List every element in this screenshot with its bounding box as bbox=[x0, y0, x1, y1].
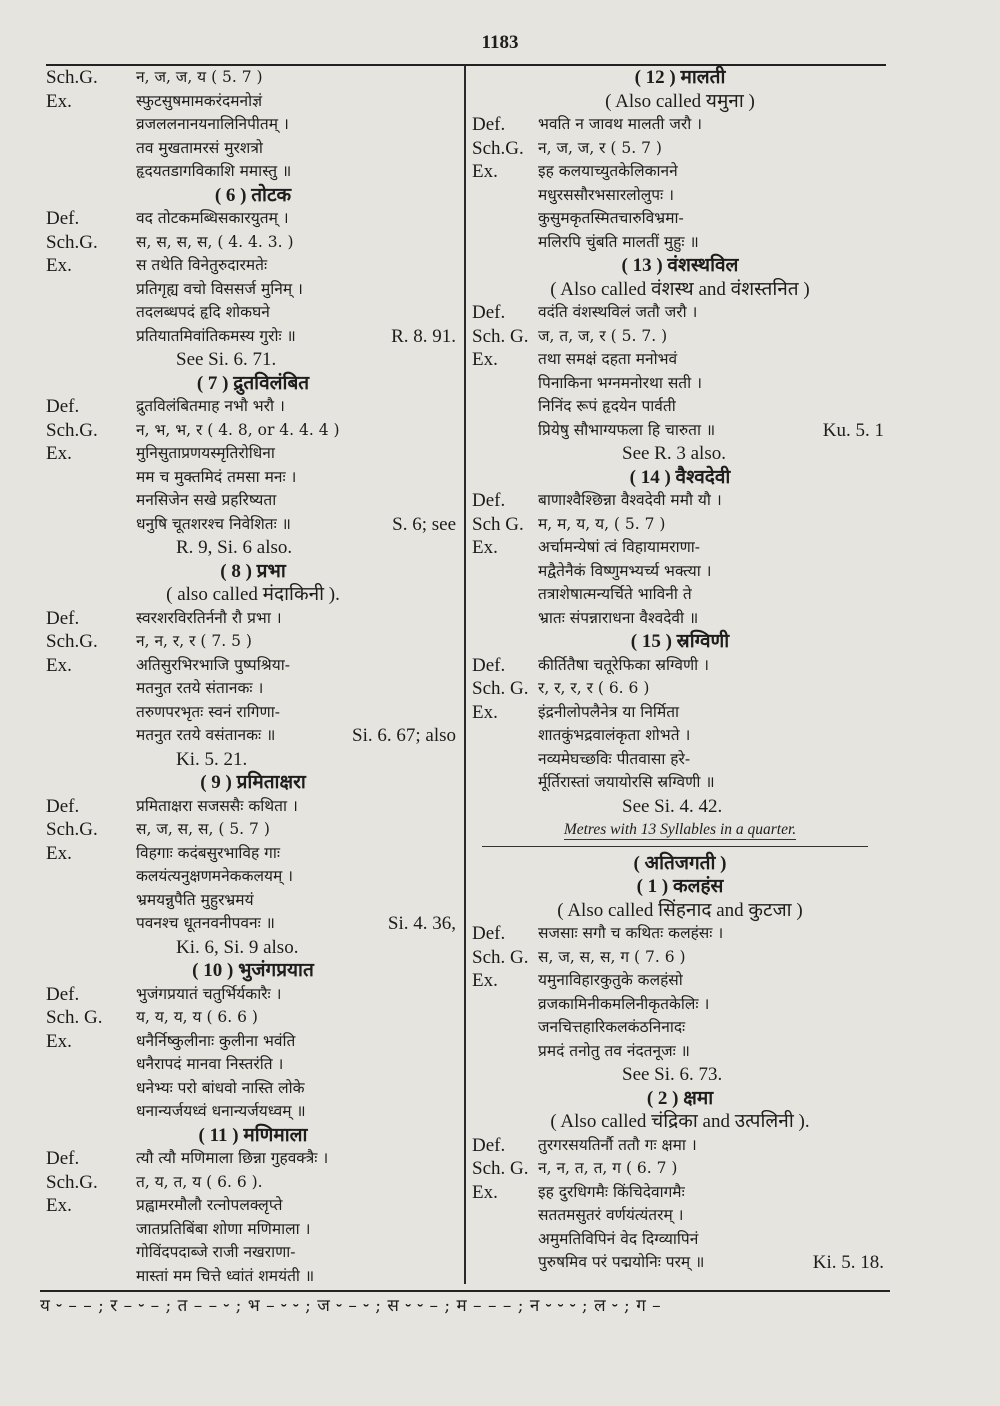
metre-title: ( 12 ) मालती bbox=[634, 67, 726, 88]
entry-row bbox=[46, 1030, 460, 1054]
entry-row bbox=[472, 969, 888, 993]
entry-label: Def. bbox=[46, 208, 80, 229]
column-divider bbox=[464, 66, 466, 1284]
entry-label: Sch.G. bbox=[46, 631, 98, 652]
verse-text: धनैरापदं मानवा निस्तरंति । bbox=[136, 1055, 284, 1073]
entry-row bbox=[46, 90, 460, 114]
verse-line bbox=[46, 1241, 460, 1265]
entry-row bbox=[46, 983, 460, 1007]
verse-text: तरुणपरभृतः स्वनं रागिणा- bbox=[136, 702, 280, 721]
verse-line bbox=[46, 912, 460, 936]
entry-label: Sch.G. bbox=[46, 419, 98, 441]
verse-text: मुनिसुताप्रणयस्मृतिरोधिना bbox=[136, 444, 275, 462]
reference-note bbox=[472, 442, 888, 466]
entry-row bbox=[46, 654, 460, 678]
verse-line bbox=[472, 184, 888, 208]
also-called-text: ( Also called यमुना ) bbox=[605, 90, 755, 112]
entry-label: Sch.G. bbox=[46, 231, 98, 253]
entry-label: Def. bbox=[46, 1148, 80, 1169]
verse-line bbox=[472, 372, 888, 396]
verse-line bbox=[472, 724, 888, 748]
entry-row bbox=[472, 1134, 888, 1158]
entry-label: Def. bbox=[472, 302, 506, 323]
entry-row bbox=[46, 419, 460, 443]
verse-text: पवनश्च धूतनवनीपवनः ॥ bbox=[136, 914, 275, 932]
verse-text: यमुनाविहारकुतुके कलहंसो bbox=[538, 971, 683, 989]
verse-line bbox=[46, 1053, 460, 1077]
entry-label: Ex. bbox=[472, 349, 498, 370]
entry-row bbox=[46, 395, 460, 419]
verse-text: म, म, य, य, ( 5. 7 ) bbox=[538, 514, 666, 533]
reference-text: Ki. 5. 21. bbox=[176, 748, 248, 770]
verse-text: स, स, स, स, ( 4. 4. 3. ) bbox=[136, 232, 294, 251]
verse-text: तव मुखतामरसं मुरशत्रो bbox=[136, 138, 263, 157]
entry-label: Ex. bbox=[46, 842, 72, 864]
entry-label: Ex. bbox=[46, 1030, 72, 1052]
left-column bbox=[46, 66, 460, 1288]
verse-line bbox=[46, 889, 460, 913]
metre-title: ( 11 ) मणिमाला bbox=[198, 1124, 308, 1146]
verse-line bbox=[472, 1204, 888, 1228]
metre-title: ( 9 ) प्रमिताक्षरा bbox=[200, 772, 306, 793]
entry-row bbox=[472, 348, 888, 372]
verse-text: स्वरशरविरतिर्ननौ रौ प्रभा । bbox=[136, 608, 282, 627]
reference-note bbox=[46, 536, 460, 560]
entry-row bbox=[46, 66, 460, 90]
entry-label: Ex. bbox=[46, 443, 72, 464]
verse-line bbox=[472, 993, 888, 1017]
verse-text: सजसाः सगौ च कथितः कलहंसः । bbox=[538, 924, 724, 942]
verse-text: तदलब्धपदं हृदि शोकघने bbox=[136, 303, 270, 321]
verse-text: मास्तां मम चित्ते ध्वांतं शमयंती ॥ bbox=[136, 1266, 315, 1285]
entry-label: Ex. bbox=[472, 537, 498, 558]
verse-line bbox=[46, 1077, 460, 1101]
entry-label: Ex. bbox=[472, 701, 498, 723]
verse-line bbox=[46, 301, 460, 325]
metre-heading bbox=[472, 66, 888, 90]
verse-text: त्यौ त्यौ मणिमाला छिन्ना गुहवक्त्रैः । bbox=[136, 1149, 329, 1167]
entry-label: Ex. bbox=[46, 654, 72, 676]
verse-line bbox=[46, 160, 460, 184]
verse-line bbox=[46, 113, 460, 137]
section-caption bbox=[472, 818, 888, 842]
verse-line bbox=[46, 865, 460, 889]
reference-text: See R. 3 also. bbox=[622, 443, 726, 464]
entry-label: Ex. bbox=[46, 255, 72, 276]
verse-line bbox=[46, 1100, 460, 1124]
also-called-note bbox=[472, 90, 888, 114]
verse-text: न, भ, भ, र ( 4. 8, or 4. 4. 4 ) bbox=[136, 420, 340, 439]
verse-text: मद्वैतेनैकं विष्णुमभ्यर्च्य भक्त्या । bbox=[538, 561, 712, 580]
also-called-note bbox=[472, 1110, 888, 1134]
entry-label: Sch. G. bbox=[472, 325, 529, 347]
verse-text: इंद्रनीलोपलैनेत्र या निर्मिता bbox=[538, 702, 680, 721]
verse-line bbox=[472, 748, 888, 772]
entry-label: Ex. bbox=[472, 970, 498, 991]
entry-row bbox=[472, 701, 888, 725]
verse-text: व्रजललनानयनालिनिपीतम् । bbox=[136, 115, 289, 133]
verse-text: बाणाश्वैश्छिन्ना वैश्वदेवी ममौ यौ । bbox=[538, 491, 722, 509]
verse-text: तथा समक्षं दहता मनोभवं bbox=[538, 350, 678, 368]
caption-text: Metres with 13 Syllables in a quarter. bbox=[563, 821, 797, 838]
entry-row bbox=[46, 207, 460, 231]
verse-text: जातप्रतिबिंबा शोणा मणिमाला । bbox=[136, 1219, 311, 1238]
verse-text: भ्रातः संपन्नाराधना वैश्वदेवी ॥ bbox=[538, 608, 699, 627]
verse-text: गोविंदपदाब्जे राजी नखराणा- bbox=[136, 1243, 296, 1261]
verse-line bbox=[46, 677, 460, 701]
metre-heading bbox=[472, 254, 888, 278]
verse-line bbox=[46, 1265, 460, 1289]
verse-text: स तथेति विनेतुरुदारमतेः bbox=[136, 256, 268, 274]
verse-text: अर्चामन्येषां त्वं विहायामराणा- bbox=[538, 538, 701, 556]
entry-row bbox=[472, 513, 888, 537]
verse-text: प्रतियातमिवांतिकमस्य गुरोः ॥ bbox=[136, 326, 296, 345]
verse-reference: Si. 6. 67; also bbox=[352, 725, 456, 746]
verse-line bbox=[46, 724, 460, 748]
entry-label: Ex. bbox=[46, 1195, 72, 1216]
entry-label: Sch.G. bbox=[46, 1171, 98, 1193]
entry-label: Sch G. bbox=[472, 513, 524, 535]
verse-text: मम च मुक्तमिदं तमसा मनः । bbox=[136, 467, 297, 486]
metre-heading bbox=[46, 560, 460, 584]
reference-note bbox=[46, 748, 460, 772]
rule-line bbox=[482, 846, 868, 847]
verse-text: पिनाकिना भग्नमनोरथा सती । bbox=[538, 373, 702, 392]
verse-text: इह दुरधिगमैः किंचिदेवागमैः bbox=[538, 1182, 685, 1201]
verse-text: धनेभ्यः परो बांधवो नास्ति लोके bbox=[136, 1078, 305, 1097]
metre-heading bbox=[472, 630, 888, 654]
entry-label: Sch. G. bbox=[46, 1007, 103, 1028]
verse-line bbox=[472, 1016, 888, 1040]
entry-label: Ex. bbox=[472, 1181, 498, 1203]
entry-label: Ex. bbox=[46, 90, 72, 112]
entry-label: Def. bbox=[472, 654, 506, 676]
metre-title: ( 1 ) कलहंस bbox=[636, 876, 724, 897]
verse-text: भ्रमयन्नुपैति मुहुरभ्रमयं bbox=[136, 890, 254, 909]
verse-line bbox=[46, 325, 460, 349]
entry-row bbox=[472, 1181, 888, 1205]
verse-line bbox=[46, 701, 460, 725]
verse-line bbox=[46, 1218, 460, 1242]
verse-text: कलयंत्यनुक्षणमनेककलयम् । bbox=[136, 867, 294, 885]
verse-line bbox=[472, 1040, 888, 1064]
entry-row bbox=[472, 1157, 888, 1181]
also-called-note bbox=[46, 583, 460, 607]
verse-text: अमुमतिविपिनं वेद दिग्व्यापिनं bbox=[538, 1229, 699, 1248]
verse-text: प्रमिताक्षरा सजससैः कथिता । bbox=[136, 796, 298, 815]
metre-title: ( 8 ) प्रभा bbox=[220, 560, 286, 582]
verse-reference: Ku. 5. 1 bbox=[822, 419, 884, 441]
verse-text: स, ज, स, स, ग ( 7. 6 ) bbox=[538, 947, 686, 966]
verse-text: य, य, य, य ( 6. 6 ) bbox=[136, 1008, 258, 1026]
entry-row bbox=[46, 254, 460, 278]
entry-label: Sch.G. bbox=[46, 819, 98, 840]
entry-row bbox=[46, 842, 460, 866]
verse-line bbox=[472, 1251, 888, 1275]
verse-text: त, य, त, य ( 6. 6 ). bbox=[136, 1172, 263, 1191]
verse-line bbox=[46, 489, 460, 513]
entry-row bbox=[472, 489, 888, 513]
entry-label: Def. bbox=[472, 114, 506, 135]
verse-line bbox=[472, 419, 888, 443]
verse-text: पुरुषमिव परं पद्मयोनिः परम् ॥ bbox=[538, 1253, 705, 1271]
also-called-note bbox=[472, 278, 888, 302]
verse-text: वदंति वंशस्थविलं जतौ जरौ । bbox=[538, 303, 698, 321]
reference-note bbox=[46, 936, 460, 960]
verse-text: तुरगरसयतिर्नौ ततौ गः क्षमा । bbox=[538, 1135, 697, 1154]
entry-label: Ex. bbox=[472, 161, 498, 182]
metre-heading bbox=[472, 466, 888, 490]
entry-label: Sch. G. bbox=[472, 946, 529, 968]
verse-text: धनान्यर्जयध्वं धनान्यर्जयध्वम् ॥ bbox=[136, 1102, 306, 1120]
reference-text: See Si. 6. 73. bbox=[622, 1064, 723, 1085]
verse-text: मतनुत रतये संतानकः । bbox=[136, 679, 264, 697]
metre-title: ( 6 ) तोटक bbox=[214, 184, 292, 206]
verse-line bbox=[46, 466, 460, 490]
verse-text: प्रतिगृह्य वचो विससर्ज मुनिम् । bbox=[136, 279, 303, 298]
verse-text: र्मूर्तिरास्तां जयायोरसि स्रग्विणी ॥ bbox=[538, 773, 715, 791]
verse-text: स, ज, स, स, ( 5. 7 ) bbox=[136, 820, 270, 838]
entry-row bbox=[472, 946, 888, 970]
verse-text: कुसुमकृतस्मितचारुविभ्रमा- bbox=[538, 209, 684, 227]
metre-title: ( 14 ) वैश्वदेवी bbox=[629, 466, 731, 488]
verse-text: मनसिजेन सखे प्रहरिष्यता bbox=[136, 491, 277, 509]
entry-row bbox=[472, 654, 888, 678]
entry-row bbox=[472, 325, 888, 349]
also-called-text: ( Also called सिंहनाद and कुटजा ) bbox=[557, 899, 803, 921]
entry-row bbox=[46, 231, 460, 255]
entry-row bbox=[472, 160, 888, 184]
metre-title: ( 2 ) क्षमा bbox=[646, 1087, 714, 1109]
verse-line bbox=[472, 607, 888, 631]
entry-row bbox=[472, 113, 888, 137]
verse-line bbox=[472, 231, 888, 255]
verse-line bbox=[472, 1228, 888, 1252]
entry-label: Sch.G. bbox=[472, 137, 524, 159]
verse-text: मधुरससौरभसारलोलुपः । bbox=[538, 185, 674, 204]
metre-heading bbox=[472, 875, 888, 899]
entry-row bbox=[46, 1194, 460, 1218]
entry-label: Def. bbox=[46, 795, 80, 817]
verse-line bbox=[472, 560, 888, 584]
verse-text: द्रुतविलंबितमाह नभौ भरौ । bbox=[136, 397, 285, 415]
verse-line bbox=[472, 395, 888, 419]
verse-reference: Si. 4. 36, bbox=[387, 913, 456, 934]
entry-row bbox=[46, 1006, 460, 1030]
entry-row bbox=[46, 1147, 460, 1171]
verse-text: मतनुत रतये वसंतानकः ॥ bbox=[136, 726, 276, 744]
verse-text: भुजंगप्रयातं चतुर्भिर्यकारैः । bbox=[136, 984, 282, 1003]
metre-heading bbox=[46, 771, 460, 795]
verse-text: र, र, र, र ( 6. 6 ) bbox=[538, 679, 650, 697]
verse-line bbox=[46, 513, 460, 537]
entry-label: Def. bbox=[46, 607, 80, 629]
also-called-text: ( also called मंदाकिनी ). bbox=[166, 584, 340, 605]
metre-heading bbox=[472, 852, 888, 876]
also-called-note bbox=[472, 899, 888, 923]
verse-text: नव्यमेघच्छविः पीतवासा हरे- bbox=[538, 749, 691, 768]
verse-text: धनुषि चूतशरश्च निवेशितः ॥ bbox=[136, 514, 291, 533]
verse-line bbox=[472, 771, 888, 795]
entry-label: Sch. G. bbox=[472, 1158, 529, 1179]
verse-text: जनचित्तहारिकलकंठनिनादः bbox=[538, 1018, 686, 1036]
entry-row bbox=[46, 1171, 460, 1195]
entry-row bbox=[46, 818, 460, 842]
entry-row bbox=[472, 301, 888, 325]
reference-text: See Si. 6. 71. bbox=[176, 349, 277, 370]
verse-text: कीर्तितैषा चतूरेफिका स्रग्विणी । bbox=[538, 655, 709, 674]
verse-text: प्रह्वामरमौलौ रत्नोपलक्लृप्ते bbox=[136, 1196, 283, 1214]
verse-text: वद तोटकमब्धिसकारयुतम् । bbox=[136, 209, 289, 227]
metre-title: ( अतिजगती ) bbox=[633, 852, 727, 874]
reference-text: R. 9, Si. 6 also. bbox=[176, 537, 293, 558]
verse-text: भवति न जावथ मालती जरौ । bbox=[538, 115, 703, 133]
verse-text: शातकुंभद्रवालंकृता शोभते । bbox=[538, 726, 691, 744]
verse-text: व्रजकामिनीकमलिनीकृतकेलिः । bbox=[538, 994, 710, 1013]
verse-text: हृदयतडागविकाशि ममास्तु ॥ bbox=[136, 162, 292, 180]
verse-text: निनिंद रूपं हृदयेन पार्वती bbox=[538, 397, 676, 415]
verse-text: सततमसुतरं वर्णयंत्यंतरम् । bbox=[538, 1206, 684, 1224]
verse-text: अतिसुरभिरभाजि पुष्पश्रिया- bbox=[136, 655, 290, 674]
entry-label: Def. bbox=[472, 490, 506, 511]
entry-label: Def. bbox=[472, 1134, 506, 1156]
right-column bbox=[472, 66, 888, 1275]
entry-row bbox=[472, 137, 888, 161]
entry-row bbox=[472, 922, 888, 946]
verse-text: इह कलयाच्युतकेलिकानने bbox=[538, 162, 678, 180]
bottom-rule bbox=[40, 1290, 890, 1292]
verse-text: विहगाः कदंबसुरभाविह गाः bbox=[136, 843, 281, 862]
entry-label: Def. bbox=[46, 983, 80, 1005]
metre-title: ( 7 ) द्रुतविलंबित bbox=[196, 372, 310, 394]
entry-row bbox=[46, 442, 460, 466]
verse-text: न, ज, ज, र ( 5. 7 ) bbox=[538, 138, 662, 157]
metre-heading bbox=[46, 372, 460, 396]
reference-note bbox=[472, 795, 888, 819]
entry-label: Def. bbox=[472, 923, 506, 944]
verse-text: प्रमदं तनोतु तव नंदतनूजः ॥ bbox=[538, 1041, 690, 1060]
page-number: 1183 bbox=[481, 32, 519, 53]
entry-row bbox=[46, 630, 460, 654]
also-called-text: ( Also called चंद्रिका and उत्पलिनी ). bbox=[550, 1111, 810, 1132]
verse-reference: S. 6; see bbox=[392, 513, 456, 535]
metre-heading bbox=[46, 1124, 460, 1148]
metre-heading bbox=[472, 1087, 888, 1111]
verse-reference: R. 8. 91. bbox=[391, 325, 456, 347]
entry-label: Sch.G. bbox=[46, 67, 98, 88]
verse-text: तत्राशेषात्मन्यर्चिते भाविनी ते bbox=[538, 585, 692, 603]
section-rule bbox=[472, 842, 888, 852]
entry-row bbox=[46, 607, 460, 631]
metre-heading bbox=[46, 959, 460, 983]
verse-text: धनैर्निष्कुलीनाः कुलीना भवंति bbox=[136, 1031, 296, 1050]
entry-row bbox=[472, 677, 888, 701]
reference-note bbox=[46, 348, 460, 372]
verse-line bbox=[46, 278, 460, 302]
verse-text: न, न, त, त, ग ( 6. 7 ) bbox=[538, 1159, 678, 1177]
verse-text: स्फुटसुषमामकरंदमनोज्ञं bbox=[136, 91, 263, 110]
verse-line bbox=[472, 583, 888, 607]
metre-title: ( 15 ) स्रग्विणी bbox=[630, 631, 730, 652]
entry-row bbox=[472, 536, 888, 560]
reference-text: Ki. 6, Si. 9 also. bbox=[176, 936, 299, 958]
metre-title: ( 10 ) भुजंगप्रयात bbox=[192, 960, 314, 981]
entry-label: Sch. G. bbox=[472, 678, 529, 699]
reference-text: See Si. 4. 42. bbox=[622, 795, 723, 817]
metre-title: ( 13 ) वंशस्थविल bbox=[621, 255, 739, 276]
verse-text: मलिरपि चुंबति मालतीं मुहुः ॥ bbox=[538, 232, 699, 251]
verse-line bbox=[46, 137, 460, 161]
prosody-key-footer: य ⏑ – – ; र – ⏑ – ; त – – ⏑ ; भ – ⏑ ⏑ ; ज ⏑ – ⏑ ; स ⏑ ⏑ – ; म – – – ; न ⏑ ⏑ ⏑ ; ल ⏑ ; ग – bbox=[40, 1296, 662, 1316]
also-called-text: ( Also called वंशस्थ and वंशस्तनित ) bbox=[550, 278, 810, 300]
verse-text: ज, त, ज, र ( 5. 7. ) bbox=[538, 326, 668, 345]
reference-note bbox=[472, 1063, 888, 1087]
metre-heading bbox=[46, 184, 460, 208]
verse-text: न, ज, ज, य ( 5. 7 ) bbox=[136, 68, 263, 86]
entry-label: Def. bbox=[46, 396, 80, 417]
verse-reference: Ki. 5. 18. bbox=[812, 1252, 884, 1273]
entry-row bbox=[46, 795, 460, 819]
verse-text: न, न, र, र ( 7. 5 ) bbox=[136, 632, 252, 650]
verse-text: प्रियेषु सौभाग्यफला हि चारुता ॥ bbox=[538, 420, 716, 439]
verse-line bbox=[472, 207, 888, 231]
